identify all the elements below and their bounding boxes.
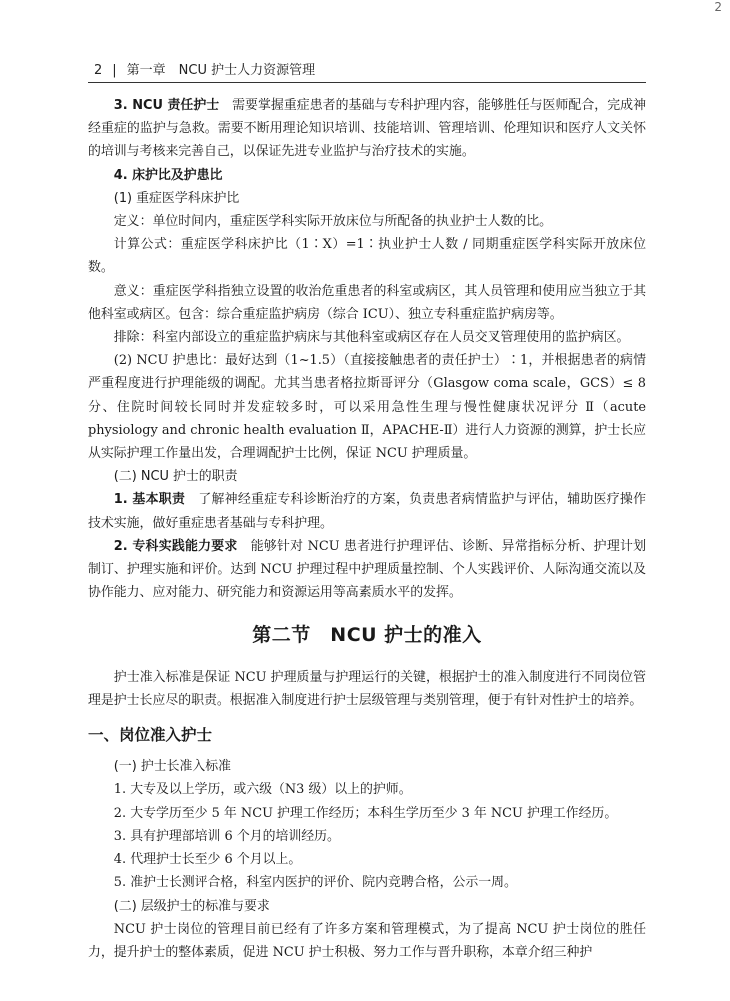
criterion-item: 5. 准护士长测评合格，科室内医护的评价、院内竞聘合格，公示一周。 — [113, 875, 517, 891]
page-body — [88, 94, 646, 964]
duty-1-label: 1. 基本职责 — [113, 492, 186, 508]
formula-paragraph: 计算公式：重症医学科床护比（1∶X）=1∶执业护士人数 / 同期重症医学科实际开放床位数。 — [88, 237, 646, 276]
header-chapter-title: 第一章 NCU 护士人力资源管理 — [126, 63, 316, 78]
intro-paragraph: 护士准入标准是保证 NCU 护理质量与护理运行的关键，根据护士的准入制度进行不同岗位管理是护士长应尽的职责。根据准入制度进行护士层级管理与类别管理，便于有针对性护士的培养。 — [88, 669, 646, 708]
duty-2-text: 能够针对 NCU 患者进行护理评估、诊断、异常指标分析、护理计划制订、护理实施和评价。达到 NCU 护理过程中护理质量控制、个人实践评价、人际沟通交流以及协作能力、应对能力、研究能力和资源运用等高素质水平的发挥。 — [88, 538, 646, 601]
section-title: 第二节 NCU 护士的准入 — [252, 624, 482, 647]
meaning-paragraph: 意义：重症医学科指独立设置的收治危重患者的科室或病区，其人员管理和使用应当独立于其他科室或病区。包含：综合重症监护病房（综合 ICU）、独立专科重症监护病房等。 — [88, 283, 646, 322]
final-paragraph: NCU 护士岗位的管理目前已经有了许多方案和管理模式，为了提高 NCU 护士岗位的胜任力，提升护士的整体素质，促进 NCU 护士积极、努力工作与晋升职称，本章介绍三种护 — [88, 921, 646, 960]
item-3-text: 需要掌握重症患者的基础与专科护理内容，能够胜任与医师配合，完成神经重症的监护与急救。需要不断用理论知识培训、技能培训、管理培训、伦理知识和医疗人文关怀的培训与考核来完善自己，以保证先进专业监护与治疗技术的实施。 — [88, 98, 646, 160]
duty-1-text: 了解神经重症专科诊断治疗的方案，负责患者病情监护与评估，辅助医疗操作技术实施，做好重症患者基础与专科护理。 — [88, 492, 646, 531]
running-header — [88, 60, 646, 83]
page-corner-mark: 2 — [714, 0, 722, 14]
item-4-title: 4. 床护比及护患比 — [113, 167, 223, 183]
duties-title: (二) NCU 护士的职责 — [113, 469, 238, 485]
criterion-item: 1. 大专及以上学历，或六级（N3 级）以上的护师。 — [113, 782, 412, 798]
duty-2-label: 2. 专科实践能力要求 — [113, 538, 238, 554]
subsection-heading: 一、岗位准入护士 — [88, 726, 213, 745]
criterion-item: 4. 代理护士长至少 6 个月以上。 — [113, 852, 302, 868]
duty-2-paragraph — [88, 535, 646, 605]
header-page-number: 2 — [94, 63, 103, 78]
item-3-paragraph — [88, 94, 646, 164]
item-3-label: 3. NCU 责任护士 — [113, 98, 220, 113]
criterion-item: 3. 具有护理部培训 6 个月的培训经历。 — [113, 828, 340, 844]
header-separator: | — [112, 63, 117, 78]
criterion-item: 2. 大专学历至少 5 年 NCU 护理工作经历；本科生学历至少 3 年 NCU 护理工作经历。 — [113, 805, 618, 821]
definition-paragraph: 定义：单位时间内，重症医学科实际开放床位与所配备的执业护士人数的比。 — [113, 214, 553, 230]
item-4-subtitle: (1) 重症医学科床护比 — [113, 190, 240, 206]
duty-1-paragraph — [88, 488, 646, 534]
level-nurse-title: (二) 层级护士的标准与要求 — [113, 898, 270, 914]
head-nurse-criteria-title: (一) 护士长准入标准 — [113, 759, 232, 775]
nurse-patient-ratio-paragraph: (2) NCU 护患比：最好达到（1~1.5）（直接接触患者的责任护士）∶1，并根据患者的病情严重程度进行护理能级的调配。尤其当患者格拉斯哥评分（Glasgow coma scale，GCS）≤ 8 分、住院时间较长同时并发症较多时，可以采用急性生理与慢性健康状况评分 Ⅱ（acute physiology and chronic health evaluation Ⅱ，APACHE-Ⅱ）进行人力资源的测算，护士长应从实际护理工作量出发，合理调配护士比例，保证 NCU 护理质量。 — [88, 353, 646, 462]
exclusion-paragraph: 排除：科室内部设立的重症监护病床与其他科室或病区存在人员交叉管理使用的监护病区。 — [113, 330, 630, 346]
